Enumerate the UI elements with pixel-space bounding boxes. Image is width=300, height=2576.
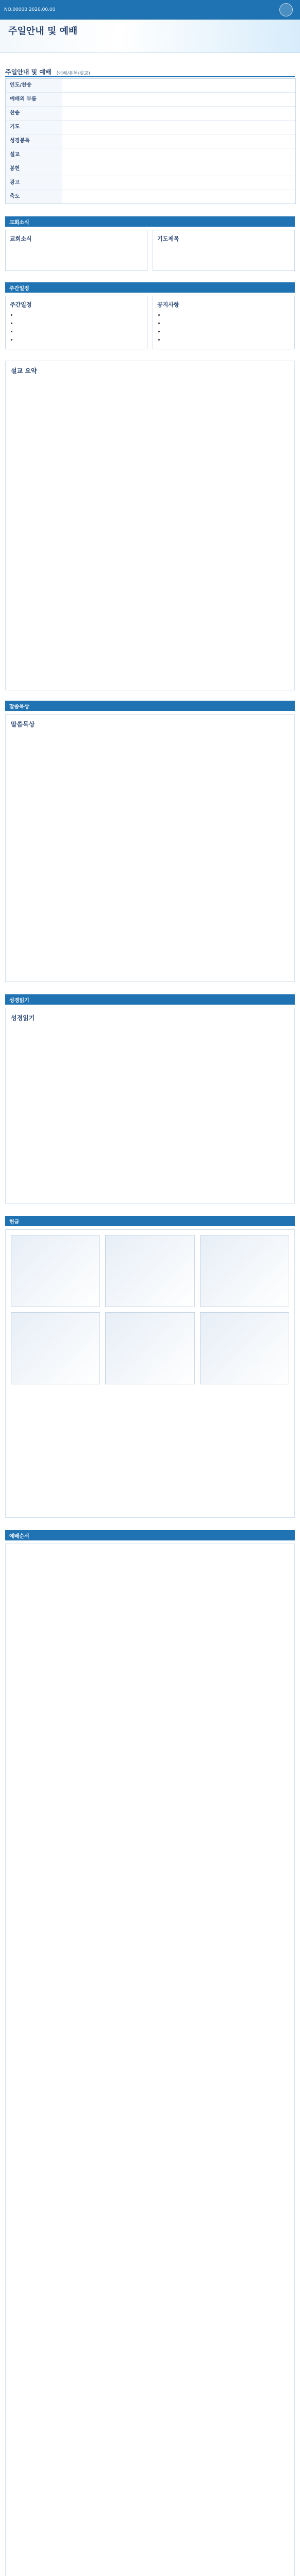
worship-title — [5, 66, 295, 77]
long-text-block — [5, 1544, 295, 2576]
worship-key: 인도/찬송 — [6, 79, 62, 92]
news-box — [5, 230, 147, 271]
schedule-list — [10, 312, 143, 344]
worship-row — [6, 190, 295, 204]
worship-right — [228, 79, 295, 92]
worship-value — [62, 162, 228, 176]
photo — [200, 1312, 289, 1384]
section-bar-schedule — [5, 282, 295, 293]
image-grid — [11, 1235, 289, 1384]
section-title: 교회소식 — [9, 219, 29, 226]
worship-row — [6, 107, 295, 121]
section-bar-bible — [5, 994, 295, 1005]
schedule-item — [17, 328, 143, 335]
worship-key: 축도 — [6, 190, 62, 204]
sermon-title: 설교 요약 — [11, 367, 37, 375]
notice-item — [164, 328, 290, 335]
worship-right — [228, 176, 295, 190]
worship-row — [6, 79, 295, 93]
worship-value — [62, 148, 228, 162]
meditation-block — [5, 714, 295, 982]
section-bar-offering — [5, 1216, 295, 1226]
worship-key: 설교 — [6, 148, 62, 162]
worship-value — [62, 79, 228, 92]
worship-table — [5, 78, 296, 204]
section-title: 성경읽기 — [9, 997, 29, 1004]
prayer-title: 기도제목 — [157, 235, 179, 242]
section-bar-order — [5, 1530, 295, 1540]
worship-right — [228, 148, 295, 162]
top-logo — [279, 3, 296, 16]
page-title: 주일안내 및 예배 — [8, 26, 78, 37]
section-title: 말씀묵상 — [9, 704, 29, 710]
notice-item — [164, 320, 290, 327]
worship-key: 광고 — [6, 176, 62, 190]
worship-right — [228, 121, 295, 134]
worship-right — [228, 190, 295, 204]
notice-item — [164, 312, 290, 319]
info-row — [5, 56, 295, 64]
header-band — [0, 20, 300, 53]
worship-key: 찬송 — [6, 107, 62, 120]
bible-block — [5, 1008, 295, 1204]
notice-list — [157, 312, 290, 344]
worship-key: 예배의 부름 — [6, 93, 62, 106]
worship-value — [62, 134, 228, 148]
worship-key: 성경봉독 — [6, 134, 62, 148]
bible-title: 성경읽기 — [11, 1014, 35, 1022]
top-left-text: NO.00000 2020.00.00 — [4, 7, 56, 12]
photo — [105, 1235, 194, 1307]
worship-value — [62, 190, 228, 204]
news-title: 교회소식 — [10, 235, 32, 242]
worship-value — [62, 176, 228, 190]
worship-right — [228, 162, 295, 176]
image-grid-block — [5, 1229, 295, 1518]
worship-title-text: 주일안내 및 예배 — [5, 69, 52, 76]
schedule-box — [5, 296, 147, 349]
worship-value — [62, 107, 228, 120]
news-prayer-row — [5, 230, 295, 271]
church-logo-icon — [279, 3, 293, 16]
schedule-title: 주간일정 — [10, 301, 32, 308]
worship-value — [62, 121, 228, 134]
top-bar — [0, 0, 300, 20]
worship-subtitle: (예배/봉헌/설교) — [56, 71, 90, 76]
photo — [105, 1312, 194, 1384]
worship-row — [6, 121, 295, 134]
worship-key: 기도 — [6, 121, 62, 134]
worship-key: 봉헌 — [6, 162, 62, 176]
sermon-block — [5, 361, 295, 690]
section-title: 헌금 — [9, 1219, 20, 1225]
worship-right — [228, 134, 295, 148]
notice-box — [153, 296, 295, 349]
photo — [11, 1235, 100, 1307]
schedule-item — [17, 312, 143, 319]
section-bar-meditation — [5, 701, 295, 711]
section-bar-news — [5, 216, 295, 227]
worship-row — [6, 134, 295, 148]
notice-item — [164, 336, 290, 344]
schedule-item — [17, 336, 143, 344]
prayer-box — [153, 230, 295, 271]
worship-row — [6, 148, 295, 162]
schedule-notice-row — [5, 296, 295, 349]
photo — [200, 1235, 289, 1307]
photo — [11, 1312, 100, 1384]
worship-row — [6, 176, 295, 190]
schedule-item — [17, 320, 143, 327]
section-title: 주간일정 — [9, 285, 29, 292]
worship-right — [228, 107, 295, 120]
notice-title: 공지사항 — [157, 301, 179, 308]
worship-right — [228, 93, 295, 106]
meditation-title: 말씀묵상 — [11, 721, 35, 728]
section-title: 예배순서 — [9, 1533, 29, 1539]
worship-value — [62, 93, 228, 106]
worship-row — [6, 162, 295, 176]
worship-row — [6, 93, 295, 107]
